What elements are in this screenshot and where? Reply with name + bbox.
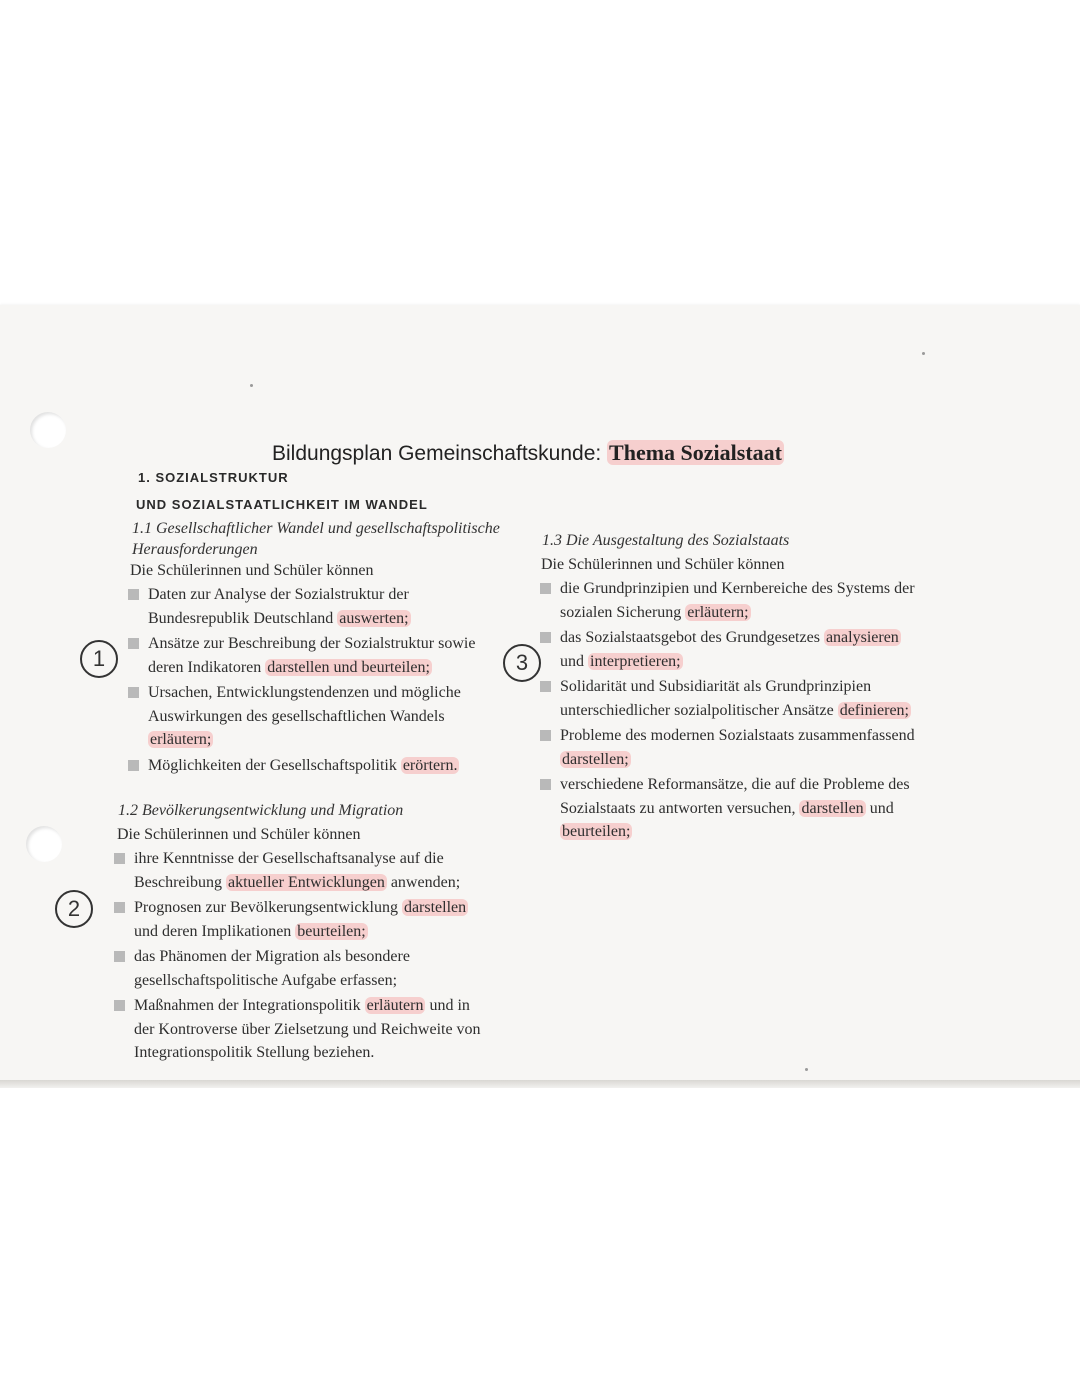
list-item: das Phänomen der Migration als besondere gesellschaftspolitische Aufgabe erfassen; [112,945,492,992]
list-1-1 [126,583,496,779]
page-title-prefix: Bildungsplan Gemeinschaftskunde: [272,442,608,465]
list-item: Daten zur Analyse der Sozialstruktur der Bundesrepublik Deutschland auswerten; [126,583,496,630]
list-item: Maßnahmen der Integrationspolitik erläutern und in der Kontroverse über Zielsetzung und Reichweite von Integrationspolitik Stellung beziehen. [112,994,492,1065]
highlight-verb: analysieren [825,629,899,646]
highlight-verb: auswerten; [339,609,409,627]
highlight-verb: darstellen [801,799,864,817]
list-1-2 [112,847,492,1067]
annotation-circle-3: 3 [503,644,541,682]
subhead-1-3: 1.3 Die Ausgestaltung des Sozialstaats [542,532,790,549]
annotation-circle-1: 1 [80,640,118,678]
section-heading-line1: 1. SOZIALSTRUKTUR [138,470,289,485]
section-heading-line2: UND SOZIALSTAATLICHKEIT IM WANDEL [136,497,428,512]
highlight-verb: erläutern [366,997,424,1014]
highlight-verb: aktueller Entwicklungen [227,873,385,891]
subhead-1-1: 1.1 Gesellschaftlicher Wandel und gesellschaftspolitische Herausforderungen [132,520,500,558]
intro-1-2: Die Schülerinnen und Schüler können [117,826,361,843]
list-1-3 [538,577,918,846]
list-item: die Grundprinzipien und Kernbereiche des Systems der sozialen Sicherung erläutern; [538,577,918,624]
highlight-verb: erläutern; [150,731,212,748]
highlight-verb: interpretieren; [590,652,681,670]
pencil-dot [250,384,253,387]
highlight-verb: darstellen und beurteilen; [267,658,430,676]
highlight-verb: darstellen [403,899,467,916]
list-item: das Sozialstaatsgebot des Grundgesetzes analysieren und interpretieren; [538,626,918,673]
page-title [272,440,784,466]
paper-bottom-edge [0,1080,1080,1088]
list-item: Ansätze zur Beschreibung der Sozialstruktur sowie deren Indikatoren darstellen und beurteilen; [126,632,496,679]
list-item: Möglichkeiten der Gesellschaftspolitik erörtern. [126,754,496,778]
highlight-verb: erörtern. [402,756,458,774]
pencil-dot [805,1068,808,1071]
list-item: ihre Kenntnisse der Gesellschaftsanalyse auf die Beschreibung aktueller Entwicklungen anwenden; [112,847,492,894]
intro-1-1: Die Schülerinnen und Schüler können [130,562,374,579]
list-item: Solidarität und Subsidiarität als Grundprinzipien unterschiedlicher sozialpolitischer Ansätze definieren; [538,675,918,722]
subhead-1-2: 1.2 Bevölkerungsentwicklung und Migration [118,802,404,819]
punch-hole-bottom [26,826,62,862]
intro-1-3: Die Schülerinnen und Schüler können [541,556,785,573]
highlight-verb: definieren; [839,701,909,719]
list-item: Probleme des modernen Sozialstaats zusammenfassend darstellen; [538,724,918,771]
list-item: verschiedene Reformansätze, die auf die Probleme des Sozialstaats zu antworten versuchen, darstellen und beurteilen; [538,773,918,844]
punch-hole-top [30,412,66,448]
list-item: Ursachen, Entwicklungstendenzen und mögliche Auswirkungen des gesellschaftlichen Wandels erläutern; [126,681,496,752]
highlight-verb: erläutern; [687,603,749,621]
highlight-verb: beurteilen; [562,823,631,840]
highlight-verb: beurteilen; [297,922,366,940]
page-title-highlight: Thema Sozialstaat [609,440,782,465]
highlight-verb: darstellen; [562,750,629,768]
annotation-circle-2: 2 [55,890,93,928]
pencil-dot [922,352,925,355]
list-item: Prognosen zur Bevölkerungsentwicklung darstellen und deren Implikationen beurteilen; [112,896,492,943]
